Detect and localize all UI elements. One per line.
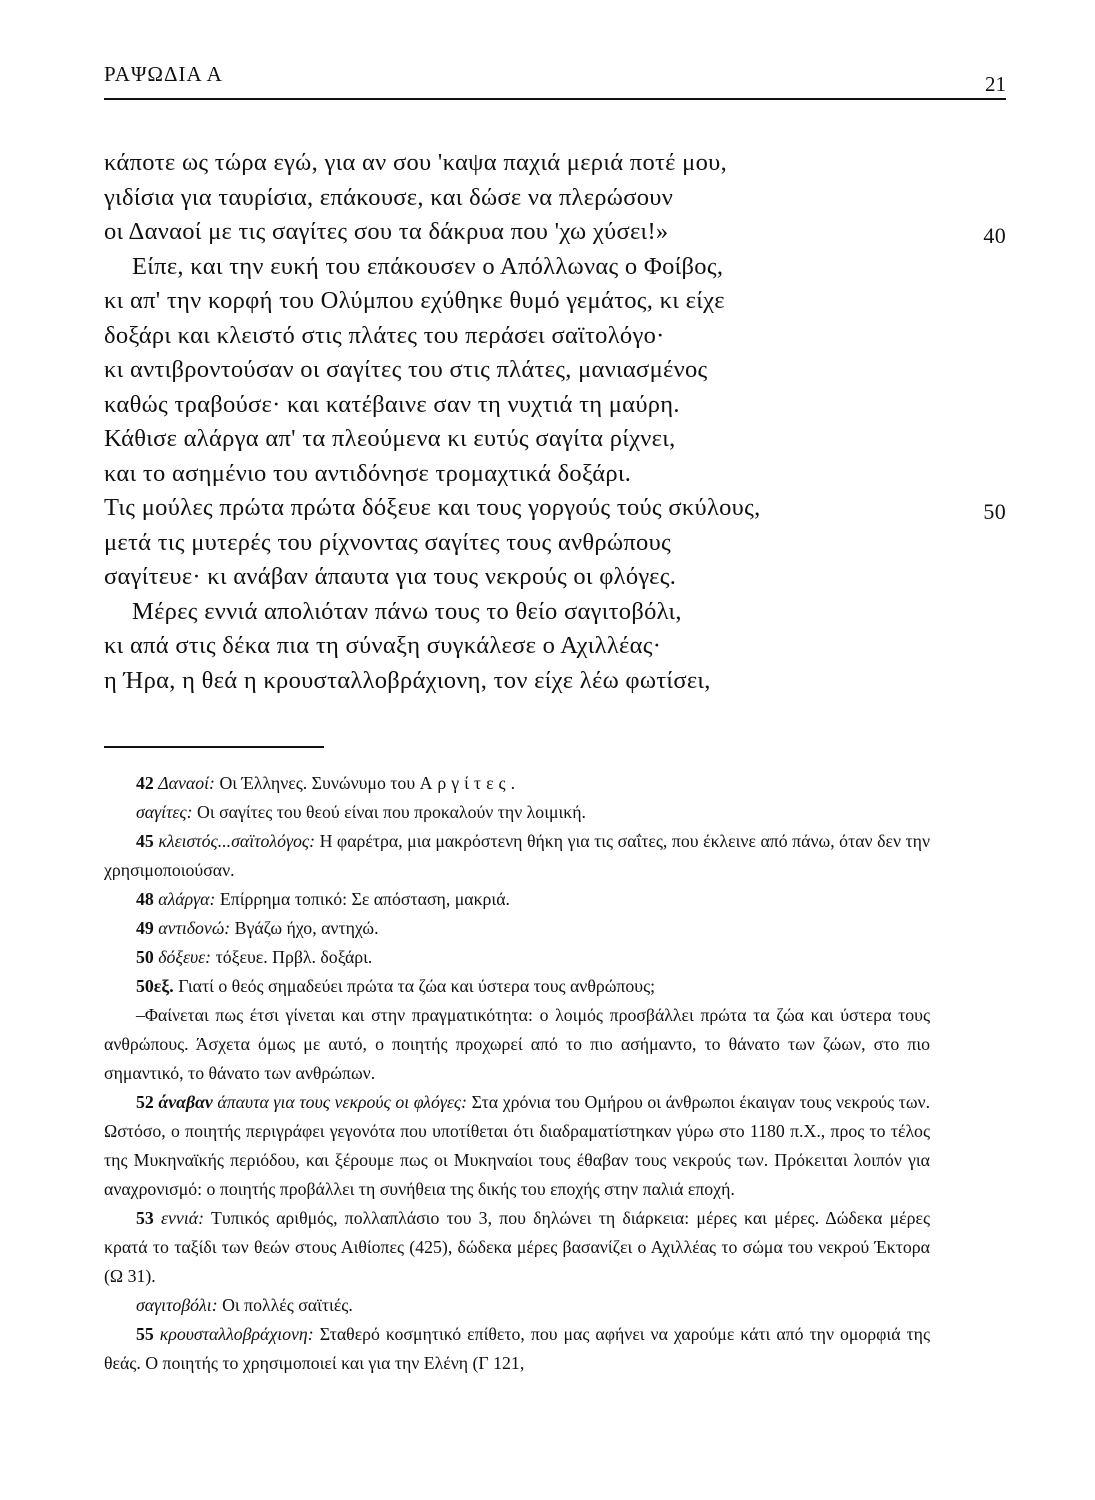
footnote: 53 εννιά: Τυπικός αριθμός, πολλαπλάσιο του 3, που δηλώνει τη διάρκεια: μέρες και μέρες. Δώδεκα μέρες κρατά το ταξίδι των θεών στους Αιθίοπες (425), δώδεκα μέρες βασανίζει ο Αχιλλέας το σώμα του νεκρού Έκτορα (Ω 31). <box>104 1208 930 1286</box>
footnote: 42 Δαναοί: Οι Έλληνες. Συνώνυμο του Αργίτες. <box>136 773 521 793</box>
verse-line: μετά τις μυτερές του ρίχνοντας σαγίτες τους ανθρώπους <box>104 528 672 556</box>
chapter-title: ΡΑΨΩΔΙΑ Α <box>104 62 223 86</box>
footnote: 50 δόξευε: τόξευε. Πρβλ. δοξάρι. <box>136 947 373 967</box>
verse-line: Κάθισε αλάργα απ' τα πλεούμενα κι ευτύς σαγίτα ρίχνει, <box>104 425 676 452</box>
verse-line: δοξάρι και κλειστό στις πλάτες του περάσει σαϊτολόγο· <box>104 321 665 349</box>
verse-line: κάποτε ως τώρα εγώ, για αν σου 'καψα παχιά μεριά ποτέ μου, <box>104 149 728 176</box>
verse-line: Τις μούλες πρώτα πρώτα δόξευε και τους γοργούς τούς σκύλους, 50 <box>104 491 1006 526</box>
verse-line: Είπε, και την ευκή του επάκουσεν ο Απόλλωνας ο Φοίβος, <box>132 252 724 280</box>
footnote: 50εξ. Γιατί ο θεός σημαδεύει πρώτα τα ζώα και ύστερα τους ανθρώπους; <box>136 976 656 996</box>
footnote: –Φαίνεται πως έτσι γίνεται και στην πραγματικότητα: ο λοιμός προσβάλλει πρώτα τα ζώα και ύστερα τους ανθρώπους. Άσχετα όμως με αυτό, ο ποιητής προχωρεί από το πιο ασήμαντο, το θάνατο των ζώων, στο πιο σημαντικό, το θάνατο των ανθρώπων. <box>104 1005 930 1083</box>
footnote: 45 κλειστός...σαϊτολόγος: Η φαρέτρα, μια μακρόστενη θήκη για τις σαΐτες, που έκλεινε από πάνω, όταν δεν την χρησιμοποιούσαν. <box>104 831 931 880</box>
line-number: 40 <box>983 223 1006 248</box>
footnote: 49 αντιδονώ: Βγάζω ήχο, αντηχώ. <box>136 918 379 938</box>
verse-line: γιδίσια για ταυρίσια, επάκουσε, και δώσε να πλερώσουν <box>104 183 674 211</box>
line-number: 50 <box>983 499 1006 524</box>
verse-line: οι Δαναοί με τις σαγίτες σου τα δάκρυα που 'χω χύσει!» 40 <box>104 215 1006 250</box>
verse-line: κι απά στις δέκα πια τη σύναξη συγκάλεσε ο Αχιλλέας· <box>104 632 662 659</box>
verse-line: η Ήρα, η θεά η κρουσταλλοβράχιονη, τον είχε λέω φωτίσει, <box>104 666 711 694</box>
verse-line: κι αντιβροντούσαν οι σαγίτες του στις πλάτες, μανιασμένος <box>104 356 708 383</box>
footnote: σαγίτες: Οι σαγίτες του θεού είναι που προκαλούν την λοιμική. <box>136 802 586 822</box>
footnotes <box>104 769 930 1378</box>
verse-line: κι απ' την κορφή του Ολύμπου εχύθηκε θυμό γεμάτος, κι είχε <box>104 287 725 314</box>
poem-text <box>104 146 1006 698</box>
footnote: 52 άναβαν άπαυτα για τους νεκρούς οι φλόγες: Στα χρόνια του Ομήρου οι άνθρωποι έκαιγαν τους νεκρούς των. Ωστόσο, ο ποιητής περιγράφει γεγονότα που υποτίθεται ότι διαδραματίστηκαν γύρω στο 1180 π.Χ., προς το τέλος της Μυκηναϊκής περιόδου, και ξέρουμε πως οι Μυκηναίοι τους έθαβαν τους νεκρούς των. Πρόκειται λοιπόν για αναχρονισμό: ο ποιητής προβάλλει τη συνήθεια της δικής του εποχής στην παλιά εποχή. <box>104 1092 931 1199</box>
footnote: 55 κρουσταλλοβράχιονη: Σταθερό κοσμητικό επίθετο, που μας αφήνει να χαρούμε κάτι από την ομορφιά της θεάς. Ο ποιητής το χρησιμοποιεί και για την Ελένη (Γ 121, <box>104 1324 931 1373</box>
page-number: 21 <box>985 72 1006 96</box>
verse-line: σαγίτευε· κι ανάβαν άπαυτα για τους νεκρούς οι φλόγες. <box>104 563 677 590</box>
verse-line: καθώς τραβούσε· και κατέβαινε σαν τη νυχτιά τη μαύρη. <box>104 390 680 418</box>
running-header <box>104 62 1006 100</box>
footnote-divider <box>104 746 324 748</box>
verse-line: Μέρες εννιά απολιόταν πάνω τους το θείο σαγιτοβόλι, <box>132 597 682 625</box>
footnote: 48 αλάργα: Επίρρημα τοπικό: Σε απόσταση, μακριά. <box>136 889 510 909</box>
verse-line: και το ασημένιο του αντιδόνησε τρομαχτικά δοξάρι. <box>104 459 632 487</box>
footnote: σαγιτοβόλι: Οι πολλές σαϊτιές. <box>136 1295 353 1315</box>
